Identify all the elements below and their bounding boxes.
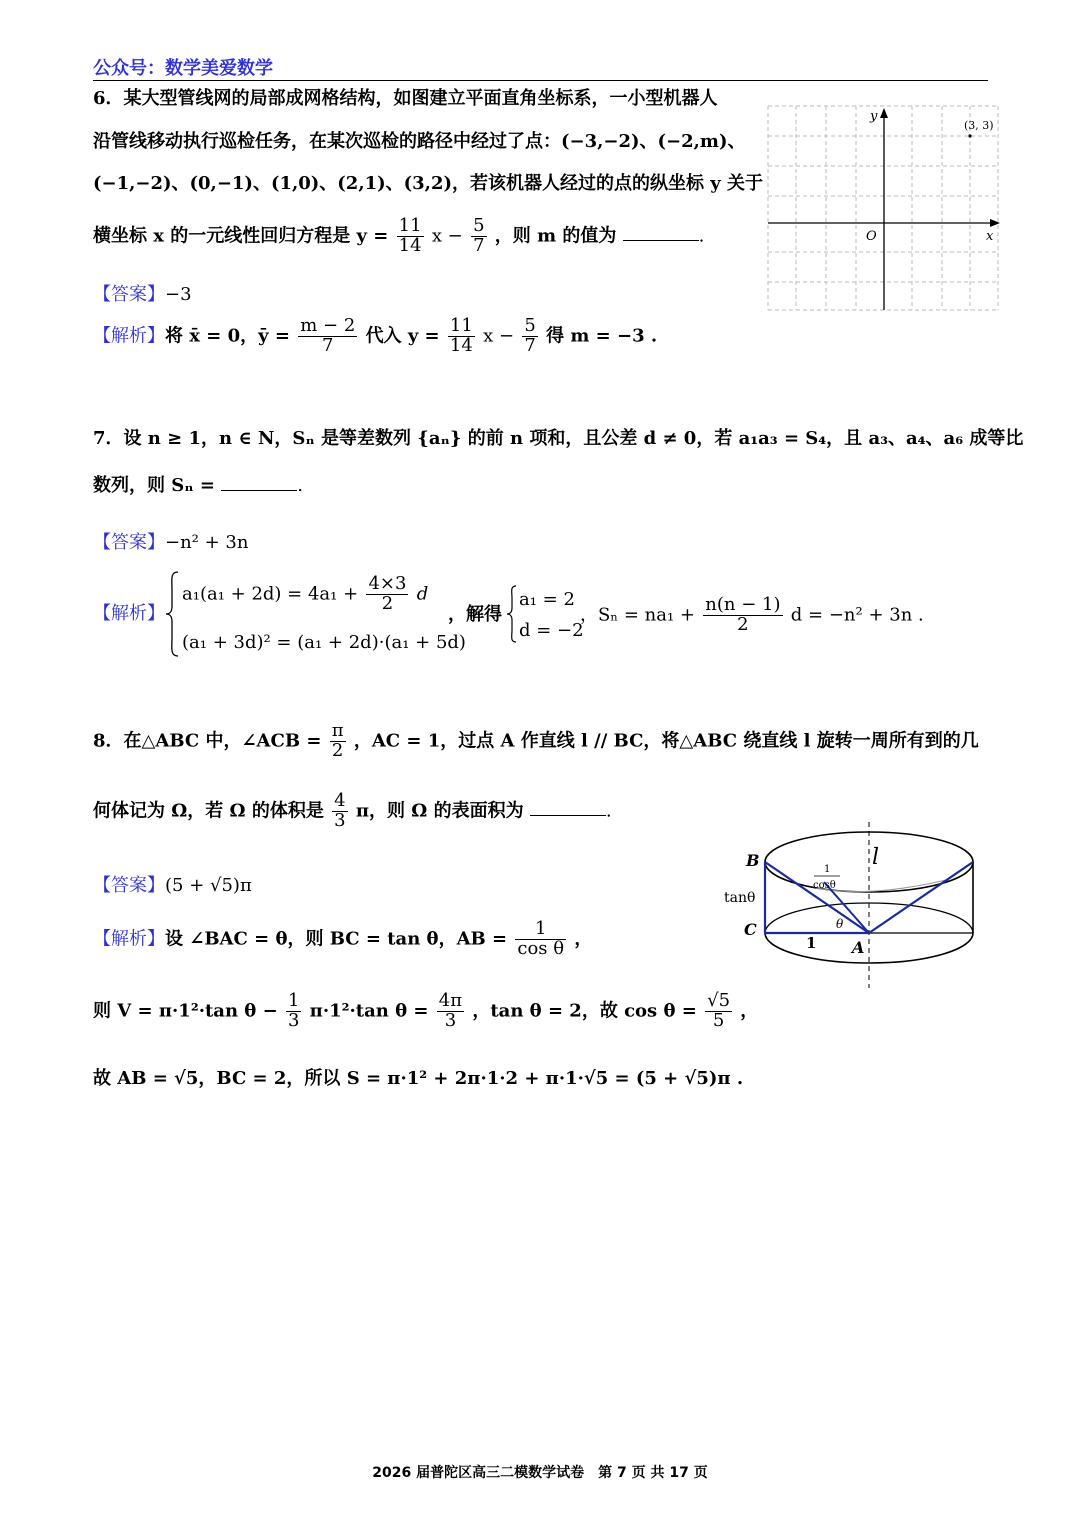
- q7-sol-row2: d = −2: [519, 620, 584, 641]
- q6-analysis: 【解析】将 x̄ = 0，ȳ = $\frac{m - 2}{7}$ 代入 y = $\frac{11}{14}$ x − $\frac{5}{7}$ 得 m = −3 .: [93, 315, 658, 356]
- q6-answer-value: −3: [165, 284, 192, 305]
- q8-answer: [93, 875, 252, 897]
- q6-line2: 沿管线移动执行巡检任务，在某次巡检的路径中经过了点：(−3,−2)、(−2,m)、: [93, 131, 746, 152]
- q8-fig-l: l: [872, 845, 880, 870]
- q8-l2-frac: $\frac{4}{3}$: [334, 790, 346, 831]
- q7-line1: 7．设 n ≥ 1，n ∈ N，Sₙ 是等差数列 {aₙ} 的前 n 项和，且公差 d ≠ 0，若 a₁a₃ = S₄，且 a₃、a₄、a₆ 成等比: [93, 428, 1024, 449]
- q7-sum-frac: $\frac{n(n - 1)}{2}$: [705, 594, 781, 635]
- q7-sys-frac: $\frac{4\times 3}{2}$: [368, 573, 407, 614]
- q8-fig-A: A: [852, 938, 865, 957]
- q6-an-frac-den: 7: [322, 334, 334, 356]
- q7-line2: 数列，则 Sₙ = .: [93, 475, 303, 496]
- q6-grid-x-label: x: [986, 229, 994, 244]
- q6-grid-figure: [766, 102, 1002, 314]
- q8-answer-tag: 【答案】: [93, 875, 165, 896]
- q8-a2-frac3: $\frac{√5}{5}$: [707, 990, 731, 1031]
- q8-fig-small-num: 1: [824, 864, 831, 875]
- q8-analysis-tag: 【解析】: [93, 928, 165, 950]
- q6-an-frac: [298, 317, 357, 356]
- header-rule: [93, 80, 988, 81]
- q8-fig-theta: θ: [836, 917, 844, 931]
- q6-analysis-pre: 将 x̄ = 0，ȳ =: [165, 325, 290, 347]
- q8-answer-blank: [530, 799, 606, 816]
- q8-fig-small-den: cosθ: [813, 880, 836, 891]
- q6-line1: 6．某大型管线网的局部成网格结构，如图建立平面直角坐标系，一小型机器人: [93, 88, 718, 109]
- q7-answer-tag: 【答案】: [93, 532, 165, 553]
- q8-cylinder-figure: [716, 820, 984, 990]
- page-footer: 2026 届普陀区高三二模数学试卷 第 7 页 共 17 页: [372, 1465, 708, 1481]
- q6-grid-origin-label: O: [866, 229, 877, 244]
- q6-frac-b-den: 7: [473, 234, 485, 256]
- q6-frac-b: [471, 217, 486, 256]
- q6-answer-blank: [623, 224, 699, 241]
- q7-analysis-tag: 【解析】: [93, 603, 165, 624]
- q6-an-frac-b: $\frac{5}{7}$: [524, 315, 536, 356]
- q7-sol-row1: a₁ = 2: [519, 589, 575, 610]
- q6-grid-point-label: (3, 3): [964, 119, 994, 132]
- q6-grid-y-label: y: [870, 109, 878, 124]
- q6-line4-post: ，则 m 的值为: [494, 225, 617, 247]
- q6-an-frac-a: $\frac{11}{14}$: [449, 315, 473, 356]
- q6-analysis-tag: 【解析】: [93, 325, 165, 347]
- q7-system-row2: (a₁ + 3d)² = (a₁ + 2d)·(a₁ + 5d): [182, 632, 466, 653]
- q8-a1-frac: $\frac{1}{\text{cos θ}}$: [517, 918, 565, 959]
- q8-analysis-3: 故 AB = √5，BC = 2，所以 S = π·1² + 2π·1·2 + π·1·√5 = (5 + √5)π .: [93, 1068, 744, 1089]
- q6-answer: [93, 284, 192, 306]
- q6-answer-tag: 【答案】: [93, 284, 165, 305]
- q7-solve-text: ，解得: [448, 604, 502, 625]
- q6-grid-point: [968, 134, 971, 137]
- q8-a2-frac1: $\frac{1}{3}$: [287, 990, 300, 1031]
- q6-frac-a-den: 14: [398, 234, 422, 256]
- q8-fig-tan: tanθ: [724, 890, 756, 906]
- q7-system-row1: a₁(a₁ + 2d) = 4a₁ + $\frac{4\times 3}{2}$ d: [182, 573, 429, 614]
- q8-fig-C: C: [744, 920, 757, 939]
- q6-frac-a-num: 11: [398, 215, 422, 236]
- q8-analysis-1: 【解析】设 ∠BAC = θ，则 BC = tan θ，AB = $\frac{1}{\text{cos θ}}$ ，: [93, 918, 593, 959]
- q6-analysis-post: 得 m = −3 .: [546, 325, 658, 347]
- q7-line2-text: 数列，则 Sₙ =: [93, 475, 215, 496]
- q8-line2: 何体记为 Ω，若 Ω 的体积是 $\frac{4}{3}$ π，则 Ω 的表面积为 .: [93, 790, 612, 831]
- q8-l1-frac: $\frac{\pi}{2}$: [331, 720, 344, 761]
- q7-answer-blank: [221, 474, 297, 491]
- q8-line1: 8．在△ABC 中，∠ACB = $\frac{\pi}{2}$ ，AC = 1，过点 A 作直线 l // BC，将△ABC 绕直线 l 旋转一周所有到的几: [93, 720, 979, 761]
- q8-answer-value: (5 + √5)π: [165, 875, 252, 896]
- q8-fig-B: B: [746, 851, 760, 870]
- q6-line3: (−1,−2)、(0,−1)、(1,0)、(2,1)、(3,2)，若该机器人经过的点的纵坐标 y 关于: [93, 173, 763, 194]
- header-account: 公众号：数学美爱数学: [93, 58, 273, 79]
- q6-an-frac-num: m − 2: [300, 315, 356, 336]
- q8-a2-frac2: $\frac{4\pi}{3}$: [438, 990, 463, 1031]
- q6-analysis-mid: 代入 y =: [365, 325, 440, 347]
- q7-solution-brace: [506, 584, 518, 644]
- q6-frac-b-num: 5: [473, 215, 485, 236]
- q7-system-brace: [164, 570, 180, 658]
- q7-answer: [93, 532, 248, 554]
- q6-frac-a: [397, 217, 424, 256]
- q6-line4-pre: 横坐标 x 的一元线性回归方程是 y =: [93, 225, 389, 247]
- q6-line4: 横坐标 x 的一元线性回归方程是 y = $\frac{11}{14}$ x − $\frac{5}{7}$ ，则 m 的值为 .: [93, 215, 705, 256]
- q6-line4-mid: x −: [431, 225, 463, 247]
- q7-answer-value: −n² + 3n: [165, 532, 249, 553]
- q7-sum: ，Sₙ = na₁ + $\frac{n(n - 1)}{2}$ d = −n² + 3n .: [580, 594, 924, 635]
- q8-fig-one: 1: [806, 934, 817, 952]
- q8-analysis-2: 则 V = π·1²·tan θ − $\frac{1}{3}$ π·1²·tan θ = $\frac{4\pi}{3}$ ，tan θ = 2，故 cos θ = $\frac{√5}{5}$ ，: [93, 990, 759, 1031]
